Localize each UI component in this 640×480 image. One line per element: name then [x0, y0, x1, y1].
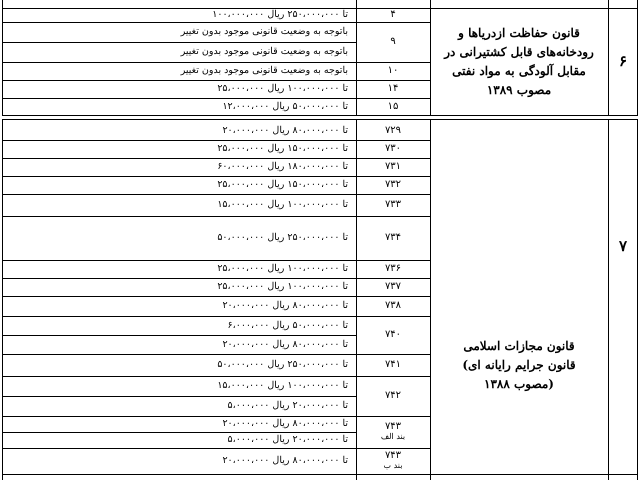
law-title-line: مصوب ۱۳۸۸)	[484, 376, 554, 391]
section7-row-divider	[2, 260, 430, 261]
article-number: ۷۲۹	[384, 125, 402, 136]
section6-row-divider	[2, 22, 430, 23]
law-title-line: قانون حفاظت ازدریاها و	[458, 25, 580, 40]
column-divider-s7-4	[637, 119, 638, 480]
article-number: ۷۴۳	[384, 450, 402, 461]
penalty-text: ۲۵،۰۰۰،۰۰۰ تا ۱۰۰،۰۰۰،۰۰۰ ریال	[217, 281, 348, 292]
penalty-text: ۵،۰۰۰،۰۰۰ تا ۲۰،۰۰۰،۰۰۰ ریال	[227, 434, 348, 445]
section7-row-divider	[2, 158, 430, 159]
article-number: ۱۰	[387, 65, 399, 76]
article-number: ۷۳۰	[384, 143, 402, 154]
article-number: ۱۴	[387, 83, 399, 94]
section7-row-divider	[2, 376, 430, 377]
penalty-subdivider	[2, 42, 356, 43]
row-number: ۷	[618, 237, 628, 255]
penalty-text: باتوجه به وضعیت قانونی موجود بدون تغییر	[180, 46, 348, 57]
article-clause: بند ب	[383, 461, 403, 470]
penalty-text: ۲۰،۰۰۰،۰۰۰ تا ۸۰،۰۰۰،۰۰۰ ریال	[222, 300, 348, 311]
penalty-text: ۲۵،۰۰۰،۰۰۰ تا ۱۰۰،۰۰۰،۰۰۰ ریال	[217, 263, 348, 274]
article-number: ۷۳۲	[384, 179, 402, 190]
section7-row-divider	[2, 176, 430, 177]
section7-row-divider	[2, 216, 430, 217]
column-divider-s7-0	[2, 119, 3, 480]
row-number: ۶	[618, 51, 628, 70]
section7-row-divider	[2, 316, 430, 317]
penalty-text: ۵،۰۰۰،۰۰۰ تا ۲۰،۰۰۰،۰۰۰ ریال	[227, 400, 348, 411]
article-number: ۹	[390, 36, 396, 47]
penalty-text: باتوجه به وضعیت قانونی موجود بدون تغییر	[180, 65, 348, 76]
section-7-top-border	[2, 119, 638, 120]
section7-row-divider	[2, 194, 430, 195]
law-title-line: مقابل آلودگی به مواد نفتی	[452, 63, 586, 78]
article-number: ۷۳۷	[384, 281, 402, 292]
penalty-text: ۲۰،۰۰۰،۰۰۰ تا ۸۰،۰۰۰،۰۰۰ ریال	[222, 125, 348, 136]
article-number: ۷۳۴	[384, 232, 402, 243]
penalty-text: ۱۲،۰۰۰،۰۰۰ تا ۵۰،۰۰۰،۰۰۰ ریال	[222, 101, 348, 112]
article-number: ۷۴۲	[384, 390, 402, 401]
section6-row-divider	[2, 62, 430, 63]
section7-row-divider	[2, 354, 430, 355]
penalty-text: ۱۵،۰۰۰،۰۰۰ تا ۱۰۰،۰۰۰،۰۰۰ ریال	[217, 199, 348, 210]
penalty-text: ۶،۰۰۰،۰۰۰ تا ۵۰،۰۰۰،۰۰۰ ریال	[227, 319, 348, 331]
article-number: ۷۳۶	[384, 263, 402, 274]
article-number: ۷۴۳	[384, 421, 402, 432]
penalty-text: ۱۰۰،۰۰۰،۰۰۰ تا ۲۵۰،۰۰۰،۰۰۰ ریال	[212, 9, 348, 20]
article-number: ۱۵	[387, 101, 399, 112]
section7-row-divider	[2, 416, 430, 417]
section6-row-divider	[2, 98, 430, 99]
penalty-text: ۵۰،۰۰۰،۰۰۰ تا ۲۵۰،۰۰۰،۰۰۰ ریال	[217, 232, 348, 243]
article-number: ۷۳۱	[384, 161, 402, 172]
law-title-line: رودخانه‌های قابل کشتیرانی در	[444, 44, 594, 59]
section7-row-divider	[2, 448, 430, 449]
column-divider-s7-3	[608, 119, 609, 480]
penalty-text: ۲۰،۰۰۰،۰۰۰ تا ۸۰،۰۰۰،۰۰۰ ریال	[222, 338, 348, 350]
section6-row-divider	[2, 80, 430, 81]
article-number: ۷۳۸	[384, 300, 402, 311]
section7-row-divider	[2, 140, 430, 141]
penalty-text: ۲۵،۰۰۰،۰۰۰ تا ۱۰۰،۰۰۰،۰۰۰ ریال	[217, 83, 348, 94]
penalty-text: ۲۵،۰۰۰،۰۰۰ تا ۱۵۰،۰۰۰،۰۰۰ ریال	[217, 143, 348, 154]
article-clause: بند الف	[380, 432, 406, 441]
penalty-text: ۱۵،۰۰۰،۰۰۰ تا ۱۰۰،۰۰۰،۰۰۰ ریال	[217, 380, 348, 391]
penalty-subdivider	[2, 396, 356, 397]
article-number: ۷۴۰	[384, 329, 402, 340]
penalty-text: ۶۰،۰۰۰،۰۰۰ تا ۱۸۰،۰۰۰،۰۰۰ ریال	[217, 161, 348, 172]
penalty-subdivider	[2, 432, 356, 433]
law-title-line: قانون مجازات اسلامی	[463, 338, 575, 353]
section7-row-divider	[2, 278, 430, 279]
penalty-text: ۲۰،۰۰۰،۰۰۰ تا ۸۰،۰۰۰،۰۰۰ ریال	[222, 418, 348, 429]
section7-row-divider	[2, 296, 430, 297]
penalty-subdivider	[2, 335, 356, 336]
article-number: ۷۴۱	[384, 359, 402, 370]
table-bottom-border	[2, 474, 638, 475]
penalty-text: ۲۵،۰۰۰،۰۰۰ تا ۱۵۰،۰۰۰،۰۰۰ ریال	[217, 179, 348, 190]
law-title-line: (قانون جرایم رایانه ای	[462, 357, 576, 372]
penalty-text: باتوجه به وضعیت قانونی موجود بدون تغییر	[180, 26, 348, 37]
penalty-text: ۵۰،۰۰۰،۰۰۰ تا ۲۵۰،۰۰۰،۰۰۰ ریال	[217, 359, 348, 370]
article-number: ۴	[390, 9, 396, 20]
section-6-bottom-border	[2, 115, 638, 116]
penalty-text: ۲۰،۰۰۰،۰۰۰ تا ۸۰،۰۰۰،۰۰۰ ریال	[222, 455, 348, 466]
article-number: ۷۳۳	[384, 199, 402, 210]
law-title-line: مصوب ۱۳۸۹	[486, 82, 552, 97]
